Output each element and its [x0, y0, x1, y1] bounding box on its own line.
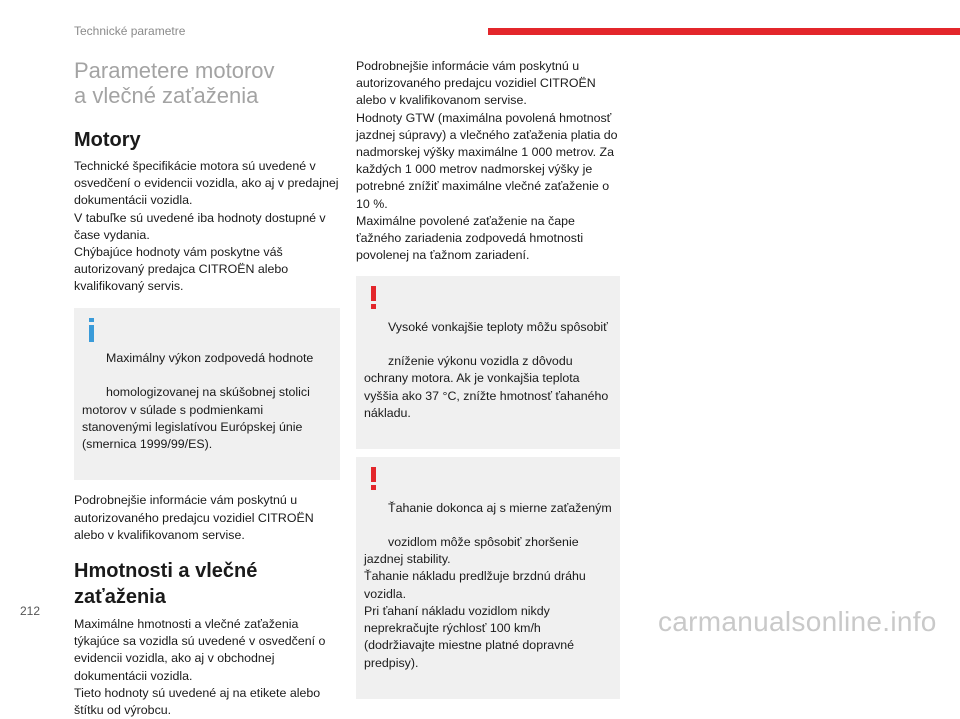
info-first-line: Maximálny výkon zodpovedá hodnote: [106, 351, 314, 366]
weights-text: Maximálne hmotnosti a vlečné zaťaženia týkajúce sa vozidla sú uvedené v osvedčení o evidencii vozidla, ako aj v obchodnej dokumentácii vozidla. Tieto hodnoty sú uvedené aj na etikete alebo štítku od výrobcu.: [74, 617, 326, 718]
warning1-first-line: Vysoké vonkajšie teploty môžu spôsobiť: [388, 319, 608, 334]
right-text: Podrobnejšie informácie vám poskytnú u autorizovaného predajcu vozidiel CITROËN alebo v kvalifikovanom servise. Hodnoty GTW (maximálna povolená hmotnosť jazdnej súpravy) a vlečného zaťaženia platia do nadmorskej výšky maximálne 1 000 metrov. Za každých 1 000 metrov nadmorskej výšky je potrebné znížiť maximálne vlečné zaťaženie o 10 %. Maximálne povolené zaťaženie na čape ťažného zariadenia zodpovedá hmotnosti povolenej na ťažnom zariadení.: [356, 59, 618, 263]
right-column: [356, 58, 620, 699]
info-icon: [84, 318, 100, 342]
running-header: Technické parametre: [74, 24, 186, 38]
weights-heading-line2: zaťaženia: [74, 586, 166, 609]
info-rest: homologizovanej na skúšobnej stolici motorov v súlade s podmienkami stanovenými legislatívou Európskej únie (smernica 1999/99/ES).: [82, 385, 310, 452]
weights-heading: [74, 558, 340, 610]
warning-icon: [366, 286, 382, 310]
warning1-rest: zníženie výkonu vozidla z dôvodu ochrany motora. Ak je vonkajšia teplota vyššia ako 37 °C, znížte hmotnosť ťahaného nákladu.: [364, 354, 609, 420]
warning2-rest: vozidlom môže spôsobiť zhoršenie jazdnej stability. Ťahanie nákladu predlžuje brzdnú dráhu vozidla. Pri ťahaní nákladu vozidlom nikdy neprekračujte rýchlosť 100 km/h (dodržiavajte miestne platné dopravné predpisy).: [364, 535, 586, 670]
header-accent-bar: [488, 28, 960, 35]
section-title-line2: a vlečné zaťaženia: [74, 83, 259, 108]
left-column: [74, 58, 340, 719]
watermark: carmanualsonline.info: [658, 606, 937, 637]
engines-heading: Motory: [74, 129, 141, 151]
warning2-first-line: Ťahanie dokonca aj s mierne zaťaženým: [388, 500, 612, 515]
page-number: 212: [20, 604, 41, 618]
section-title: [74, 58, 340, 108]
warning-note-1: [356, 276, 620, 449]
warning-note-2: [356, 457, 620, 699]
section-title-line1: Parametere motorov: [74, 58, 275, 83]
engines-after-note: Podrobnejšie informácie vám poskytnú u autorizovaného predajcu vozidiel CITROËN alebo v kvalifikovanom servise.: [74, 493, 314, 542]
info-note: [74, 308, 340, 481]
engines-text: Technické špecifikácie motora sú uvedené v osvedčení o evidencii vozidla, ako aj v predajnej dokumentácii vozidla. V tabuľke sú uvedené iba hodnoty dostupné v čase vydania. Chýbajúce hodnoty vám poskytne váš autorizovaný predajca CITROËN alebo kvalifikovaný servis.: [74, 159, 339, 294]
warning-icon: [366, 467, 382, 491]
weights-heading-line1: Hmotnosti a vlečné: [74, 560, 258, 583]
